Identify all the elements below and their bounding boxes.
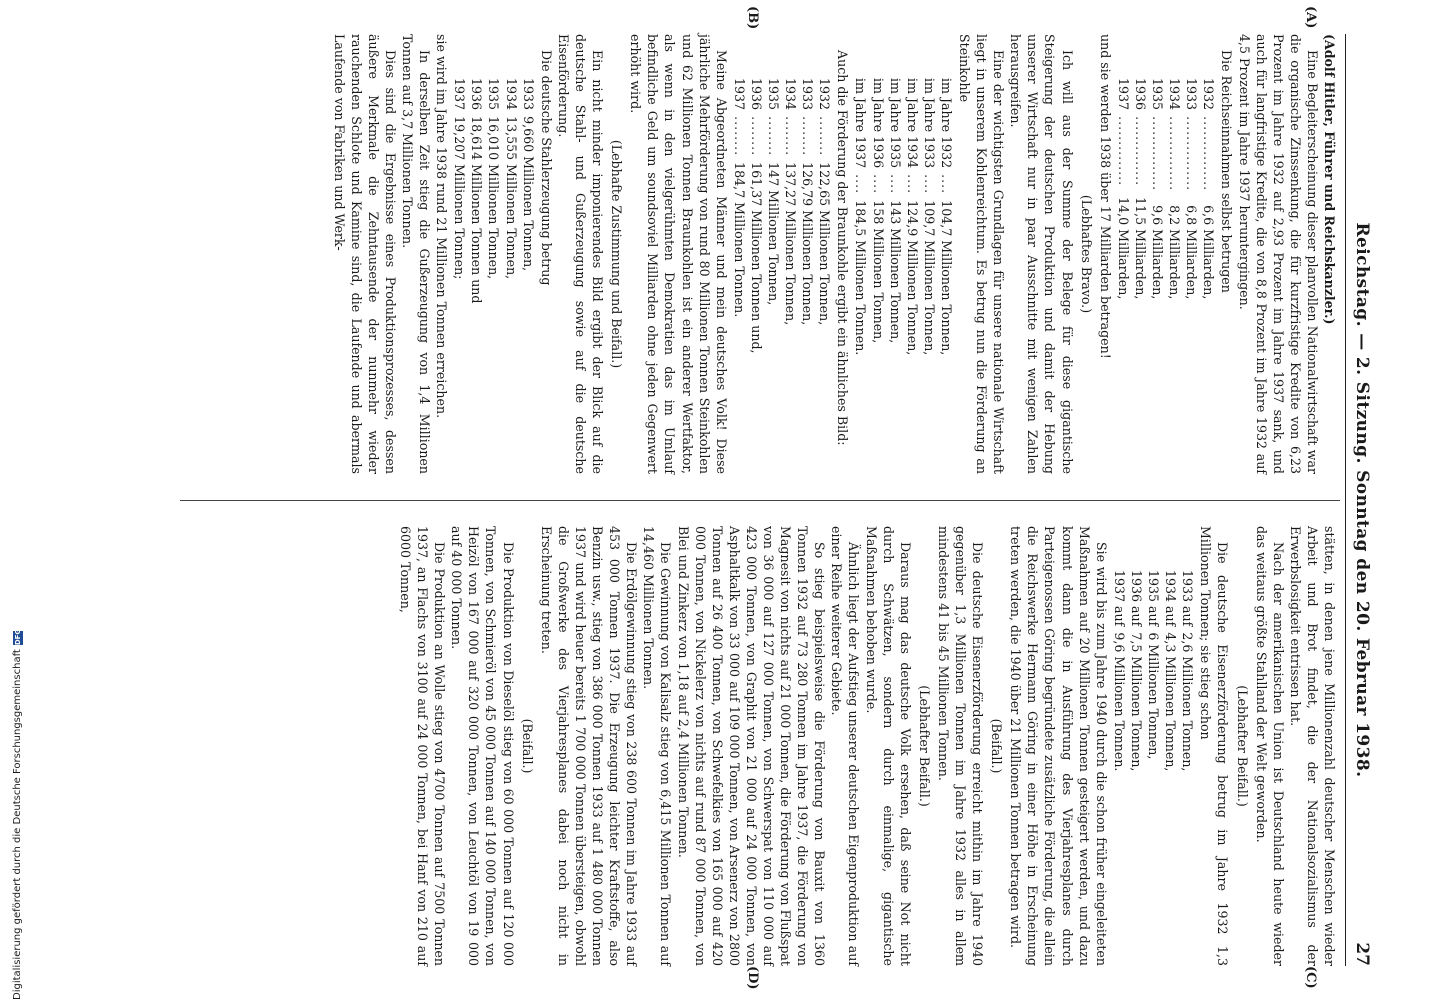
leader-dots: ........	[783, 116, 799, 157]
value-cell: 9,6 Milliarden,	[1150, 205, 1166, 300]
speaker-line: (Adolf Hitler, Führer und Reichskanzler.)	[1322, 34, 1337, 325]
year-cell: im Jahre 1934	[904, 78, 920, 169]
table-row	[1132, 78, 1149, 303]
value-cell: 2,6 Millionen Tonnen,	[1180, 632, 1196, 772]
year-cell: 1937	[731, 78, 747, 111]
leader-dots: ....	[887, 174, 903, 195]
year-cell: 1936	[1132, 78, 1148, 111]
applause-note: (Lebhafter Beifall.)	[1234, 685, 1250, 807]
value-cell: 104,7 Millionen Tonnen,	[938, 200, 954, 356]
paragraph: Die deutsche Stahlerzeugung betrug	[538, 50, 554, 286]
table-row	[748, 78, 765, 360]
value-cell: 18,614 Millionen Tonnen und	[469, 116, 485, 304]
value-cell: 6 Millionen Tonnen,	[1146, 632, 1162, 760]
year-cell: 1932	[1201, 78, 1217, 111]
value-cell: 8,2 Milliarden,	[1167, 205, 1183, 300]
table-row	[1162, 570, 1179, 777]
paragraph: stätten, in denen jene Millionenzahl deutscher Menschen wieder Arbeit und Brot findet, die der Nationalsozialismus der Erwerbslosigkeit entrissen hat.	[1287, 526, 1337, 966]
column-divider	[180, 500, 1340, 501]
table-row	[765, 78, 782, 360]
credit-text: Digitalisierung gefördert durch die Deutsche Forschungsgemeinschaft	[12, 649, 23, 1000]
year-cell: im Jahre 1937	[853, 78, 869, 169]
table-row	[782, 78, 799, 360]
table-row	[503, 78, 520, 309]
year-cell: im Jahre 1932	[938, 78, 954, 169]
paragraph: Eine der wichtigsten Grundlagen für unsere nationale Wirtschaft liegt in unserem Kohlenreichtum. Es betrug nun die Förderung an Steinkohle	[957, 34, 1007, 474]
table-row	[887, 78, 904, 361]
table-row	[1149, 78, 1166, 303]
leader-dots: ..............	[1115, 116, 1131, 187]
paragraph: Dies sind die Ergebnisse eines Produktionsprozesses, dessen äußere Merkmale die Zehntausende der nunmehr wieder rauchenden Schlote und Kamine sind, die Laufende und abermals Laufende von Fabriken und Werk-	[331, 34, 398, 474]
table-row	[485, 78, 502, 309]
paragraph: Die Reichseinnahmen selbst betrugen	[1219, 50, 1235, 293]
paragraph: So stieg beispielsweise die Förderung von Bauxit von 1360 Tonnen 1932 auf 73 280 Tonnen im Jahre 1937, die Förderung von Magnesit von nichts auf 21 000 Tonnen, die Förderung von Flußspat von 36 000 auf 127 000 Tonnen, von Schwerspat von 110 000 auf 423 000 Tonnen, von Graphit von 21 000 auf 24 000 Tonnen, von Asphaltkalk von 33 000 auf 109 000 Tonnen, von Arsenerz von 2800 Tonnen auf 26 400 Tonnen, von Schwefelkies von 165 000 auf 420 000 Tonnen, von Nickelerz von nichts auf rund 87 000 Tonnen, von Blei und Zinkerz von 1,18 auf 2,4 Millionen Tonnen.	[675, 526, 828, 966]
year-cell: 1933	[800, 78, 816, 111]
year-cell: 1935	[486, 78, 502, 111]
lignite-table	[731, 78, 834, 360]
year-cell: im Jahre 1936	[870, 78, 886, 169]
value-cell: 109,7 Millionen Tonnen,	[921, 200, 937, 356]
value-cell: 6,8 Milliarden,	[1184, 205, 1200, 300]
leader-dots: ........	[748, 116, 764, 157]
paragraph: Die Gewinnung von Kalisalz stieg von 6,415 Millionen Tonnen auf 14,460 Millionen Tonnen.	[641, 526, 674, 966]
applause-note: (Lebhaftes Bravo.)	[1078, 194, 1094, 314]
paragraph: Die Erdölgewinnung stieg von 238 600 Tonnen im Jahre 1933 auf 453 000 Tonnen 1937. Die Erzeugung leichter Kraftstoffe, also Benzin usw., stieg von 386 000 Tonnen 1933 auf 1 480 000 Tonnen 1937 und wird heuer bereits 1 700 000 Tonnen übersteigen, obwohl die Großwerke des Vierjahresplanes dabei noch nicht in Erscheinung treten.	[538, 526, 640, 966]
leader-dots: ...............	[1201, 116, 1217, 192]
margin-marker-d: (D)	[745, 966, 760, 990]
year-cell: 1933	[1184, 78, 1200, 111]
year-cell: 1936	[748, 78, 764, 111]
paragraph: Ähnlich liegt der Aufstieg unserer deutschen Eigenproduktion auf einer Reihe weiterer Gebiete.	[829, 526, 862, 966]
table-row	[1145, 570, 1162, 777]
year-cell: 1933 auf	[1180, 570, 1196, 627]
table-row	[816, 78, 833, 360]
leader-dots: ....	[904, 174, 920, 195]
year-cell: im Jahre 1933	[921, 78, 937, 169]
leader-dots: ........	[800, 116, 816, 157]
value-cell: 137,27 Millionen Tonnen,	[783, 162, 799, 326]
year-cell: 1936 auf	[1128, 570, 1144, 627]
dfg-logo: DFG	[13, 628, 22, 646]
value-cell: 184,7 Millionen Tonnen.	[731, 162, 747, 318]
table-row	[921, 78, 938, 361]
hard-coal-table	[852, 78, 955, 361]
applause-note: (Lebhafte Zustimmung und Beifall.)	[609, 139, 625, 369]
margin-marker-c: (C)	[1303, 966, 1318, 989]
rotated-page	[80, 0, 1380, 1000]
leader-dots: ........	[817, 116, 833, 157]
value-cell: 9,660 Millionen Tonnen,	[520, 116, 536, 272]
paragraph: Ich will aus der Summe der Belege für diese gigantische Steigerung der deutschen Produktion und damit der Hebung unserer Wirtschaft nur in paar Ausschnitte mit wenigen Zahlen herausgreifen.	[1008, 34, 1075, 474]
leader-dots: ....	[938, 174, 954, 195]
leader-dots: ........	[731, 116, 747, 157]
year-cell: 1935	[1150, 78, 1166, 111]
left-column	[331, 34, 1338, 474]
year-cell: 1934	[1167, 78, 1183, 111]
year-cell: 1934 auf	[1163, 570, 1179, 627]
paragraph: Auch die Förderung der Braunkohle ergibt ein ähnliches Bild:	[835, 50, 851, 446]
leader-dots: ...............	[1184, 116, 1200, 192]
year-cell: 1936	[469, 78, 485, 111]
value-cell: 147 Millionen Tonnen,	[766, 162, 781, 306]
table-row	[520, 78, 537, 309]
table-row	[799, 78, 816, 360]
year-cell: 1937 auf	[1111, 570, 1127, 627]
leader-dots: ...............	[1167, 116, 1183, 192]
table-row	[468, 78, 485, 309]
value-cell: 161,37 Millionen Tonnen und,	[748, 162, 764, 354]
applause-note: (Lebhafter Beifall.)	[916, 685, 932, 807]
leader-dots: ....	[853, 174, 869, 195]
year-cell: 1934	[503, 78, 519, 111]
paragraph: Ein nicht minder imponierendes Bild ergibt der Blick auf die deutsche Stahl- und Gußerzeugung sowie auf die deutsche Eisenförderung.	[555, 34, 606, 474]
paragraph: Eine Begleiterscheinung dieser planvollen Nationalwirtschaft war die organische Zinssenkung, die für kurzfristige Kredite von 6,23 Prozent im Jahre 1932 auf 2,93 Prozent im Jahre 1937 sank, und auch für langfristige Kredite, die von 8,8 Prozent im Jahre 1932 auf 4,5 Prozent im Jahre 1937 heruntergingen.	[1236, 34, 1320, 474]
page-number: 27	[1352, 942, 1372, 966]
table-row	[1183, 78, 1200, 303]
value-cell: 13,555 Millionen Tonnen,	[503, 116, 519, 280]
year-cell: 1937	[452, 78, 468, 111]
value-cell: 4,3 Millionen Tonnen,	[1163, 632, 1179, 772]
value-cell: 6,6 Milliarden,	[1201, 205, 1217, 300]
digitization-credit	[12, 628, 23, 1000]
paragraph: In derselben Zeit stieg die Gußerzeugung von 1,4 Millionen Tonnen auf 3,7 Millionen Tonnen.	[400, 34, 433, 474]
running-header	[1348, 34, 1372, 966]
table-row	[1179, 570, 1196, 777]
year-cell: 1935	[766, 78, 781, 111]
value-cell: 158 Millionen Tonnen,	[870, 200, 886, 344]
table-row	[904, 78, 921, 361]
value-cell: 126,79 Millionen Tonnen,	[800, 162, 816, 326]
paragraph: und sie werden 1938 über 17 Milliarden betragen!	[1097, 34, 1113, 359]
value-cell: 14,0 Milliarden,	[1115, 197, 1131, 300]
table-row	[938, 78, 955, 361]
value-cell: 11,5 Milliarden,	[1132, 197, 1148, 300]
table-row	[1115, 78, 1132, 303]
table-row	[1200, 78, 1217, 303]
paragraph: Die deutsche Eisenerzförderung betrug im Jahre 1932 1,3 Millionen Tonnen; sie stieg schon	[1198, 526, 1231, 966]
leader-dots: ...............	[1150, 116, 1166, 192]
paragraph: Die deutsche Eisenerzförderung erreicht mithin im Jahre 1940 gegenüber 1,3 Millionen Tonnen im Jahre 1932 alles in allem mindestens 41 bis 45 Millionen Tonnen.	[935, 526, 986, 966]
table-row	[451, 78, 468, 309]
table-row	[869, 78, 886, 361]
value-cell: 9,6 Millionen Tonnen.	[1111, 632, 1127, 772]
paragraph: Sie wird bis zum Jahre 1940 durch die schon früher eingeleiteten Maßnahmen auf 20 Millionen Tonnen gesteigert werden, und dazu kommt dann die in Ausführung des Vierjahresplanes durch Parteigenossen Göring begründete zusätzliche Förderung, die allein die Reichswerke Hermann Göring in einer Höhe in Erscheinung treten werden, die 1940 über 21 Millionen Tonnen betragen wird.	[1008, 526, 1109, 966]
applause-note: (Beifall.)	[989, 718, 1005, 774]
year-cell: 1935 auf	[1146, 570, 1162, 627]
paragraph: Die Produktion an Wolle stieg von 4700 Tonnen auf 7500 Tonnen 1937, an Flachs von 3100 auf 24 000 Tonnen, bei Hanf von 210 auf 6000 Tonnen,	[398, 526, 448, 966]
year-cell: im Jahre 1935	[887, 78, 903, 169]
paragraph: Die Produktion von Dieselöl stieg von 60 000 Tonnen auf 120 000 Tonnen, von Schmieröl von 45 000 Tonnen auf 140 000 Tonnen, von Heizöl von 167 000 auf 320 000 Tonnen, von Leuchtöl von 19 000 auf 40 000 Tonnen.	[449, 526, 516, 966]
value-cell: 122,65 Millionen Tonnen,	[817, 162, 833, 326]
table-row	[1111, 570, 1128, 777]
leader-dots: ..............	[1132, 116, 1148, 187]
revenue-table	[1115, 78, 1218, 303]
year-cell: 1933	[520, 78, 536, 111]
value-cell: 184,5 Millionen Tonnen.	[853, 200, 869, 356]
steel-table	[451, 78, 536, 309]
year-cell: 1934	[783, 78, 799, 111]
iron-ore-table	[1111, 570, 1196, 777]
year-cell: 1932	[817, 78, 833, 111]
margin-marker-a: (A)	[1303, 6, 1318, 29]
paragraph: Meine Abgeordneten Männer und mein deutsches Volk! Diese jährliche Mehrförderung von rund 80 Millionen Tonnen Steinkohlen und 62 Millionen Tonnen Braunkohlen ist ein anderer Wertfaktor, als wenn in den vielgerühmten Demokratien das im Umlauf befindliche Geld um soundsoviel Milliarden ohne jeden Gegenwert erhöht wird.	[628, 34, 729, 474]
value-cell: 7,5 Millionen Tonnen,	[1128, 632, 1144, 772]
leader-dots: ....	[870, 174, 886, 195]
right-column	[397, 526, 1338, 966]
leader-dots: ....	[921, 174, 937, 195]
value-cell: 124,9 Millionen Tonnen,	[904, 200, 920, 356]
table-row	[1128, 570, 1145, 777]
header-title: Reichstag. — 2. Sitzung. Sonntag den 20. Februar 1938.	[1352, 222, 1372, 778]
value-cell: 19,207 Millionen Tonnen;	[452, 116, 468, 280]
paragraph: Daraus mag das deutsche Volk ersehen, daß seine Not nicht durch Schwätzen, sondern durch einmalige, gigantische Maßnahmen behoben wurde.	[863, 526, 913, 966]
value-cell: 16,010 Millionen Tonnen,	[486, 116, 502, 280]
applause-note: (Beifall.)	[519, 718, 535, 774]
year-cell: 1937	[1115, 78, 1131, 111]
leader-dots: ........	[766, 116, 781, 157]
table-row	[731, 78, 748, 360]
table-row	[852, 78, 869, 361]
value-cell: 143 Millionen Tonnen,	[887, 200, 903, 344]
margin-marker-b: (B)	[745, 6, 760, 30]
paragraph: Nach der amerikanischen Union ist Deutschland heute wieder das weitaus größte Stahlland der Welt geworden.	[1253, 526, 1286, 966]
header-rule	[1345, 34, 1346, 966]
table-row	[1166, 78, 1183, 303]
paragraph: sie wird im Jahre 1938 rund 21 Millionen Tonnen erreichen.	[434, 34, 450, 419]
